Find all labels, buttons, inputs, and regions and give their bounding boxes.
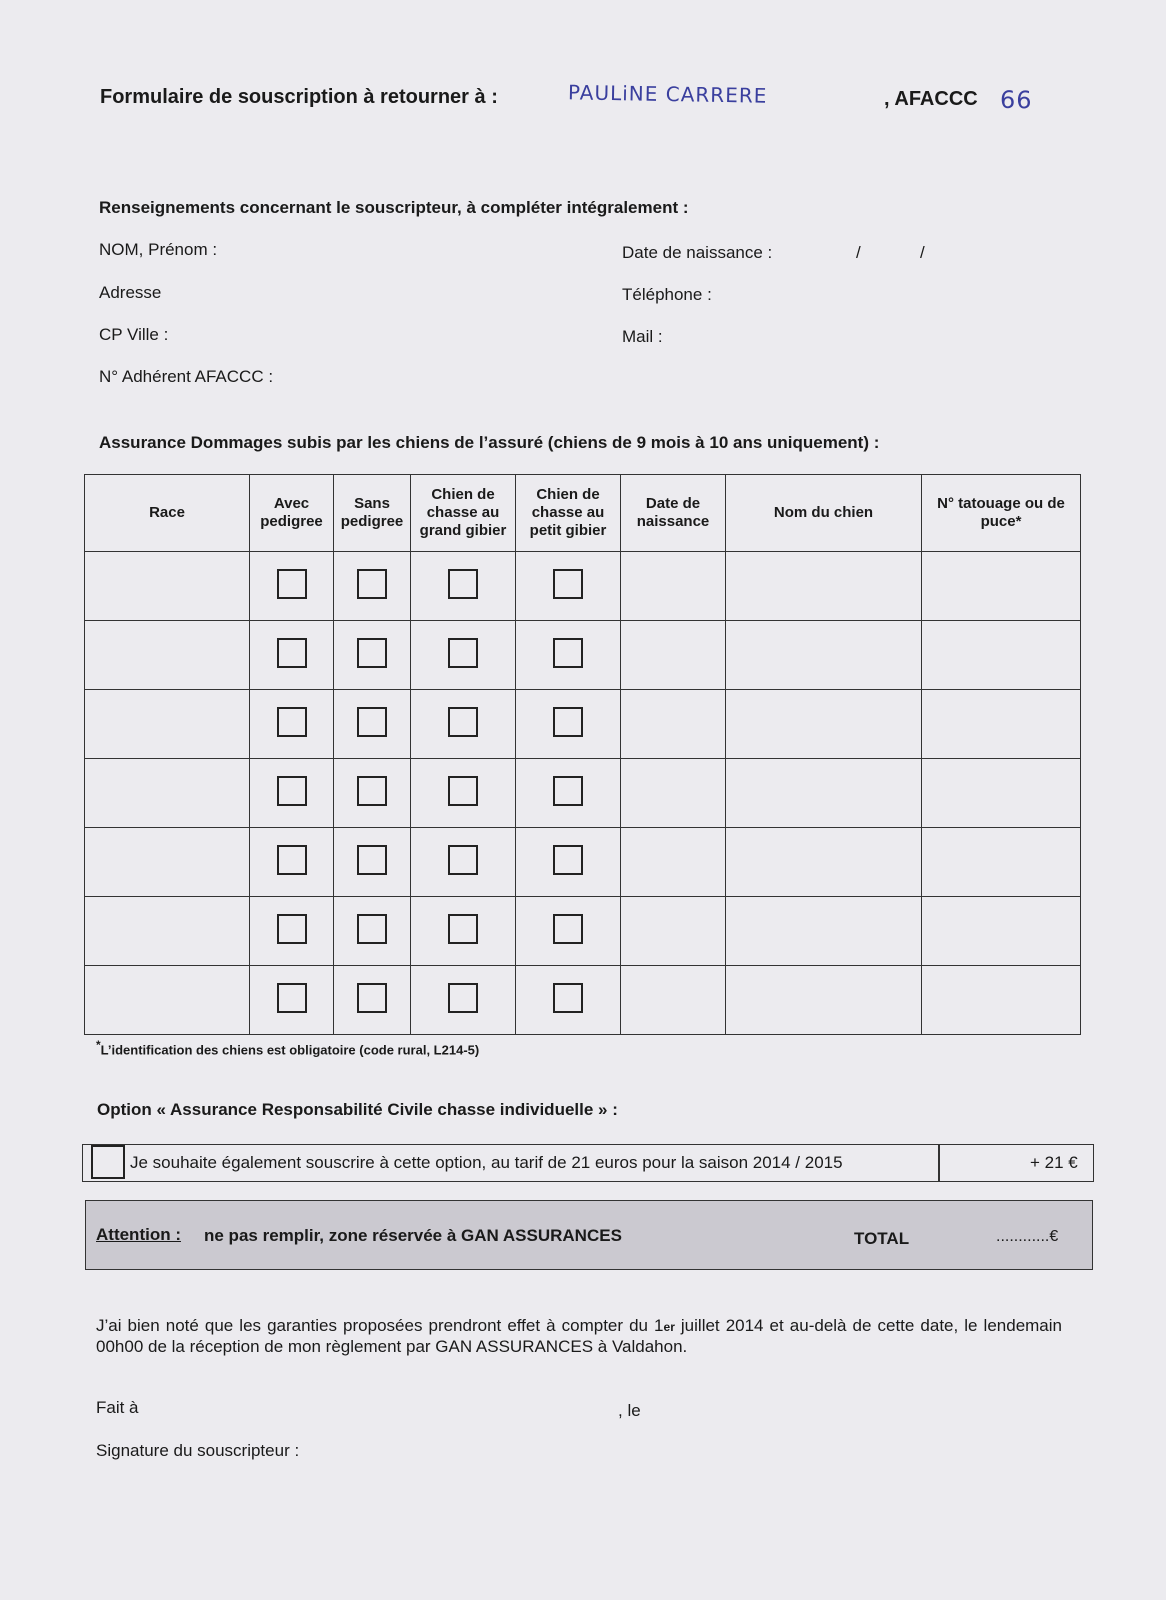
col-petit-gibier: Chien de chasse au petit gibier	[516, 475, 621, 552]
notice-sup: er	[663, 1320, 675, 1334]
tatouage-cell[interactable]	[922, 897, 1081, 966]
nom-chien-cell[interactable]	[726, 897, 922, 966]
table-row	[85, 966, 1081, 1035]
nom-chien-cell[interactable]	[726, 966, 922, 1035]
avec-pedigree-checkbox[interactable]	[277, 845, 307, 875]
sans-pedigree-checkbox[interactable]	[357, 569, 387, 599]
date-naissance-cell[interactable]	[621, 966, 726, 1035]
sans-pedigree-checkbox[interactable]	[357, 638, 387, 668]
grand-gibier-checkbox[interactable]	[448, 569, 478, 599]
notice-part-1: J’ai bien noté que les garanties proposées prendront effet à compter du 1	[96, 1316, 664, 1335]
telephone-field[interactable]: Téléphone :	[622, 285, 712, 304]
avec-pedigree-checkbox[interactable]	[277, 983, 307, 1013]
footnote-star: *	[96, 1038, 101, 1052]
nom-chien-cell[interactable]	[726, 828, 922, 897]
col-sans-pedigree: Sans pedigree	[334, 475, 411, 552]
date-le-field[interactable]: , le	[618, 1401, 641, 1420]
grand-gibier-checkbox[interactable]	[448, 914, 478, 944]
adresse-field[interactable]: Adresse	[99, 283, 162, 302]
race-cell[interactable]	[85, 759, 250, 828]
attention-text: ne pas remplir, zone réservée à GAN ASSURANCES	[204, 1226, 622, 1245]
total-value: ............€	[996, 1228, 1059, 1245]
sans-pedigree-checkbox[interactable]	[357, 707, 387, 737]
nom-chien-cell[interactable]	[726, 690, 922, 759]
date-naissance-cell[interactable]	[621, 690, 726, 759]
petit-gibier-checkbox[interactable]	[553, 845, 583, 875]
petit-gibier-checkbox[interactable]	[553, 569, 583, 599]
nom-chien-cell[interactable]	[726, 759, 922, 828]
race-cell[interactable]	[85, 897, 250, 966]
handwritten-recipient-name: PAULiNE CARRERE	[567, 80, 768, 108]
total-label: TOTAL	[854, 1229, 910, 1248]
table-row	[85, 828, 1081, 897]
tatouage-cell[interactable]	[922, 828, 1081, 897]
nom-prenom-field[interactable]: NOM, Prénom :	[99, 240, 218, 259]
col-date-naissance: Date de naissance	[621, 475, 726, 552]
col-race: Race	[85, 475, 250, 552]
grand-gibier-checkbox[interactable]	[448, 776, 478, 806]
petit-gibier-checkbox[interactable]	[553, 638, 583, 668]
grand-gibier-checkbox[interactable]	[448, 983, 478, 1013]
option-heading: Option « Assurance Responsabilité Civile chasse individuelle » :	[97, 1100, 618, 1119]
sans-pedigree-checkbox[interactable]	[357, 983, 387, 1013]
race-cell[interactable]	[85, 966, 250, 1035]
race-cell[interactable]	[85, 621, 250, 690]
col-tatouage-puce: N° tatouage ou de puce*	[922, 475, 1081, 552]
option-divider	[938, 1145, 940, 1181]
table-row	[85, 690, 1081, 759]
birthdate-slash-1: /	[856, 243, 861, 262]
date-naissance-cell[interactable]	[621, 828, 726, 897]
petit-gibier-checkbox[interactable]	[553, 707, 583, 737]
date-naissance-cell[interactable]	[621, 621, 726, 690]
tatouage-cell[interactable]	[922, 552, 1081, 621]
avec-pedigree-checkbox[interactable]	[277, 707, 307, 737]
table-row	[85, 552, 1081, 621]
petit-gibier-checkbox[interactable]	[553, 776, 583, 806]
race-cell[interactable]	[85, 552, 250, 621]
insurance-section-heading: Assurance Dommages subis par les chiens de l’assuré (chiens de 9 mois à 10 ans uniquement) :	[99, 433, 880, 452]
cp-ville-field[interactable]: CP Ville :	[99, 325, 169, 344]
birthdate-field[interactable]: Date de naissance :	[622, 243, 773, 262]
petit-gibier-checkbox[interactable]	[553, 914, 583, 944]
col-avec-pedigree: Avec pedigree	[250, 475, 334, 552]
table-row	[85, 621, 1081, 690]
fait-a-field[interactable]: Fait à	[96, 1398, 139, 1417]
sans-pedigree-checkbox[interactable]	[357, 776, 387, 806]
avec-pedigree-checkbox[interactable]	[277, 569, 307, 599]
organization-name: , AFACCC	[884, 88, 978, 110]
tatouage-cell[interactable]	[922, 621, 1081, 690]
grand-gibier-checkbox[interactable]	[448, 845, 478, 875]
avec-pedigree-checkbox[interactable]	[277, 638, 307, 668]
attention-label: Attention :	[96, 1225, 181, 1244]
col-grand-gibier: Chien de chasse au grand gibier	[411, 475, 516, 552]
sans-pedigree-checkbox[interactable]	[357, 845, 387, 875]
avec-pedigree-checkbox[interactable]	[277, 914, 307, 944]
grand-gibier-checkbox[interactable]	[448, 638, 478, 668]
nom-chien-cell[interactable]	[726, 552, 922, 621]
table-row	[85, 759, 1081, 828]
petit-gibier-checkbox[interactable]	[553, 983, 583, 1013]
adherent-number-field[interactable]: N° Adhérent AFACCC :	[99, 367, 274, 386]
grand-gibier-checkbox[interactable]	[448, 707, 478, 737]
avec-pedigree-checkbox[interactable]	[277, 776, 307, 806]
race-cell[interactable]	[85, 690, 250, 759]
date-naissance-cell[interactable]	[621, 552, 726, 621]
date-naissance-cell[interactable]	[621, 759, 726, 828]
tatouage-cell[interactable]	[922, 966, 1081, 1035]
signature-field[interactable]: Signature du souscripteur :	[96, 1441, 300, 1460]
notice-part-2: juillet 2014 et au-delà de cette date, le lendemain 00h00 de la réception de mon règlement par GAN ASSURANCES à Valdahon.	[96, 1316, 1062, 1356]
date-naissance-cell[interactable]	[621, 897, 726, 966]
option-checkbox[interactable]	[91, 1145, 125, 1179]
footnote-text: L’identification des chiens est obligatoire (code rural, L214-5)	[100, 1042, 480, 1058]
tatouage-cell[interactable]	[922, 759, 1081, 828]
dogs-table-header	[85, 475, 1081, 552]
option-price: + 21 €	[1030, 1153, 1078, 1172]
handwritten-department-number: 66	[999, 85, 1033, 115]
identification-footnote	[96, 1038, 479, 1057]
tatouage-cell[interactable]	[922, 690, 1081, 759]
race-cell[interactable]	[85, 828, 250, 897]
nom-chien-cell[interactable]	[726, 621, 922, 690]
table-row	[85, 897, 1081, 966]
mail-field[interactable]: Mail :	[622, 327, 663, 346]
birthdate-slash-2: /	[920, 243, 925, 262]
dogs-table	[84, 474, 1081, 1035]
sans-pedigree-checkbox[interactable]	[357, 914, 387, 944]
col-nom-chien: Nom du chien	[726, 475, 922, 552]
effect-notice	[96, 1316, 1062, 1357]
option-text: Je souhaite également souscrire à cette option, au tarif de 21 euros pour la saison 2014 / 2015	[130, 1153, 843, 1172]
subscriber-section-heading: Renseignements concernant le souscripteur, à compléter intégralement :	[99, 198, 689, 217]
form-title: Formulaire de souscription à retourner à :	[100, 86, 498, 108]
